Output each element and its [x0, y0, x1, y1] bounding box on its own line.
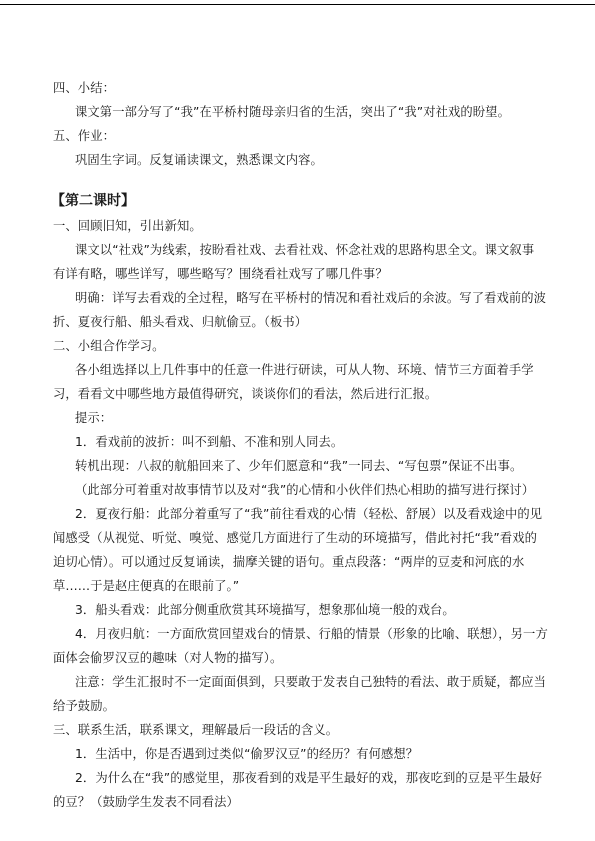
- text-line: 1．生活中，你是否遇到过类似“偷罗汉豆”的经历？有何感想？: [75, 747, 419, 761]
- text-line: 注意：学生汇报时不一定面面俱到，只要敢于发表自己独特的看法、敢于质疑，都应当: [75, 675, 547, 689]
- text-line: 面体会偷罗汉豆的趣味（对人物的描写）。: [53, 651, 283, 665]
- text-line: 三、联系生活，联系课文，理解最后一段话的含义。: [53, 723, 339, 737]
- text-line: 的豆？（鼓励学生发表不同看法）: [53, 795, 239, 809]
- text-line: 草……于是赵庄便真的在眼前了。”: [53, 579, 240, 593]
- homework-paragraph: 巩固生字词。反复诵读课文，熟悉课文内容。: [75, 153, 323, 167]
- summary-paragraph: 课文第一部分写了“我”在平桥村随母亲归省的生活，突出了“我”对社戏的盼望。: [75, 105, 510, 119]
- text-line: 提示：: [75, 411, 113, 425]
- text-line: 闻感受（从视觉、听觉、嗅觉、感觉几方面进行了生动的环境描写，借此衬托“我”看戏的: [53, 531, 538, 545]
- text-line: （此部分可着重对故事情节以及对“我”的心情和小伙伴们热心相助的描写进行探讨）: [75, 483, 535, 497]
- document-body: [53, 76, 548, 814]
- text-line: 有详有略，哪些详写，哪些略写？围绕看社戏写了哪几件事？: [53, 267, 388, 281]
- text-line: 明确：详写去看戏的全过程，略写在平桥村的情况和看社戏后的余波。写了看戏前的波: [75, 291, 547, 305]
- text-line: 2．夏夜行船：此部分着重写了“我”前往看戏的心情（轻松、舒展）以及看戏途中的见: [75, 507, 543, 521]
- text-line: 4．月夜归航：一方面欣赏回望戏台的情景、行船的情景（形象的比喻、联想），另一方: [75, 627, 548, 641]
- text-line: 3．船头看戏：此部分侧重欣赏其环境描写，想象那仙境一般的戏台。: [75, 603, 455, 617]
- text-line: 折、夏夜行船、船头看戏、归航偷豆。（板书）: [53, 315, 308, 329]
- page-top-rule: [0, 4, 595, 5]
- text-line: 1．看戏前的波折：叫不到船、不准和别人同去。: [75, 435, 344, 449]
- second-lesson-title: 【第二课时】: [51, 193, 135, 209]
- text-line: 转机出现：八叔的航船回来了、少年们愿意和“我”一同去、“写包票”保证不出事。: [75, 459, 523, 473]
- text-line: 二、小组合作学习。: [53, 339, 165, 353]
- text-line: 课文以“社戏”为线索，按盼看社戏、去看社戏、怀念社戏的思路构思全文。课文叙事: [75, 243, 535, 257]
- text-line: 迫切心情）。可以通过反复诵读，揣摩关键的语句。重点段落：“两岸的豆麦和河底的水: [53, 555, 525, 569]
- text-line: 习，看看文中哪些地方最值得研究，谈谈你们的看法，然后进行汇报。: [53, 387, 438, 401]
- section-gap: [53, 172, 548, 188]
- summary-heading: 四、小结：: [53, 81, 115, 95]
- text-line: 一、回顾旧知，引出新知。: [53, 219, 202, 233]
- text-line: 2．为什么在“我”的感觉里，那夜看到的戏是平生最好的戏，那夜吃到的豆是平生最好: [75, 771, 543, 785]
- second-lesson-content: [53, 214, 548, 814]
- text-line: 各小组选择以上几件事中的任意一件进行研读，可从人物、环境、情节三方面着手学: [75, 363, 534, 377]
- homework-heading: 五、作业：: [53, 129, 115, 143]
- text-line: 给予鼓励。: [53, 699, 115, 713]
